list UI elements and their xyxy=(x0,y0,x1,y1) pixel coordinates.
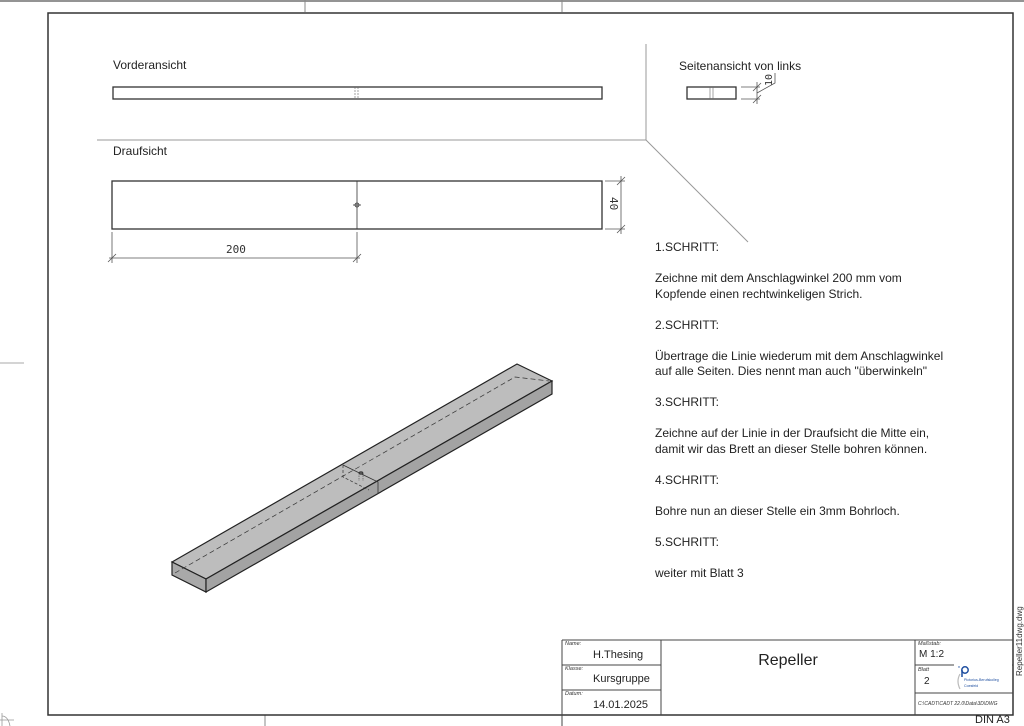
date-value: 14.01.2025 xyxy=(593,699,649,711)
corner-mark xyxy=(0,713,14,726)
logo-text-line1: Pictorius-Berufskolleg xyxy=(964,678,999,682)
step-2-title: 2.SCHRITT: xyxy=(655,317,720,332)
paper-format: DIN A3 xyxy=(975,714,1010,726)
front-view-title: Vorderansicht xyxy=(113,58,187,72)
step-4-text: Bohre nun an dieser Stelle ein 3mm Bohrloch. xyxy=(655,503,900,518)
name-value: H.Thesing xyxy=(593,649,644,661)
date-label: Datum: xyxy=(565,691,583,697)
name-label: Name: xyxy=(565,641,582,647)
top-view-title: Draufsicht xyxy=(113,144,168,158)
side-view-board xyxy=(687,87,736,99)
sheet-value: 2 xyxy=(924,676,930,687)
side-thickness-dimension: 10 xyxy=(764,73,775,86)
isometric-view xyxy=(172,364,552,592)
class-value: Kursgruppe xyxy=(593,673,650,685)
instruction-steps xyxy=(655,240,955,597)
class-label: Klasse: xyxy=(565,666,584,672)
step-5-title: 5.SCHRITT: xyxy=(655,534,720,549)
step-1-text: Zeichne mit dem Anschlagwinkel 200 mm vom Kopfende einen rechtwinkeligen Strich. xyxy=(655,271,902,301)
school-logo xyxy=(954,664,1012,692)
step-4-title: 4.SCHRITT: xyxy=(655,472,720,487)
file-path: C:\CADT\CADT 22.0\Data\3D\DWG xyxy=(918,701,998,707)
logo-text-line2: Coesfeld xyxy=(964,684,979,688)
iso-side-face xyxy=(206,381,552,592)
scale-value: M 1:2 xyxy=(919,649,945,660)
drawing-title: Repeller xyxy=(758,652,818,669)
top-length-dimension: 200 xyxy=(226,243,246,256)
file-name: Repeller11dwg.dwg xyxy=(1015,606,1024,676)
side-view-title: Seitenansicht von links xyxy=(679,59,802,73)
step-3-text: Zeichne auf der Linie in der Draufsicht die Mitte ein, damit wir das Brett an dieser Stelle bohren können. xyxy=(655,426,930,456)
step-2-text: Übertrage die Linie wiederum mit dem Anschlagwinkel auf alle Seiten. Dies nennt man auch "überwinkeln" xyxy=(655,348,944,378)
scale-label: Maßstab: xyxy=(918,641,941,647)
front-view-board xyxy=(113,87,602,99)
view-separator-diagonal xyxy=(646,140,748,242)
top-width-dimension: 40 xyxy=(607,197,620,211)
step-3-title: 3.SCHRITT: xyxy=(655,395,720,409)
sheet-label: Blatt xyxy=(918,667,930,673)
step-1-title: 1.SCHRITT: xyxy=(655,240,720,254)
step-5-text: weiter mit Blatt 3 xyxy=(655,565,744,580)
